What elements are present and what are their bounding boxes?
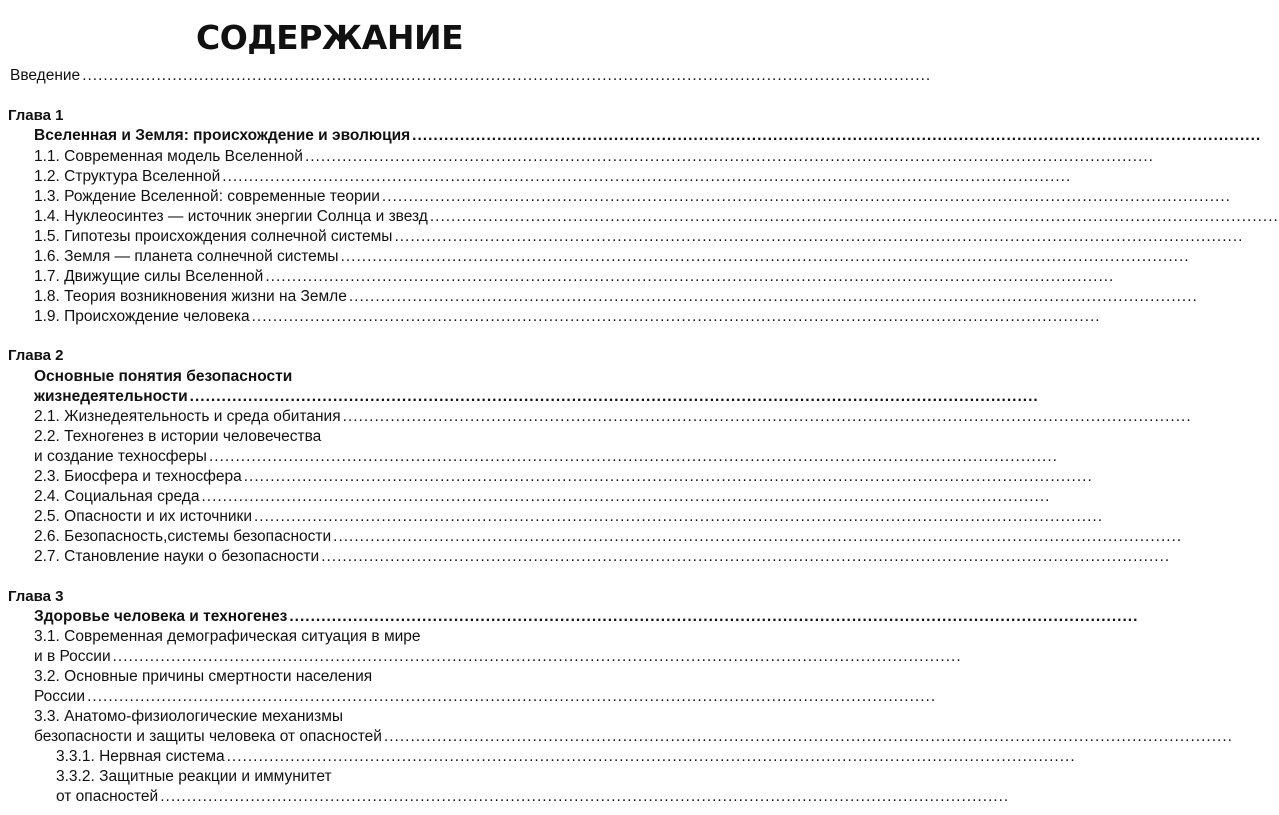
toc-entry-label: 2.7. Становление науки о безопасности xyxy=(34,548,320,565)
toc-entry-label: 1.3. Рождение Вселенной: современные теории xyxy=(34,188,380,205)
dot-leader: ................................................................................................................................................................ xyxy=(251,308,1101,325)
dot-leader: ................................................................................................................................................................ xyxy=(208,448,1058,465)
toc-entry[interactable] xyxy=(34,187,1231,207)
toc-entry-label: Введение xyxy=(10,67,81,84)
toc-entry-label: 1.5. Гипотезы происхождения солнечной системы xyxy=(34,228,393,245)
dot-leader: ................................................................................................................................................................ xyxy=(381,188,1231,205)
chapter-heading[interactable] xyxy=(34,607,1139,627)
toc-entry[interactable] xyxy=(34,207,1279,227)
toc-entry-label: и создание техносферы xyxy=(34,448,207,465)
chapter-heading-text: Вселенная и Земля: происхождение и эволюция xyxy=(34,127,411,144)
dot-leader: ................................................................................................................................................................ xyxy=(321,548,1171,565)
toc-entry-label: 1.4. Нуклеосинтез — источник энергии Солнца и звезд xyxy=(34,208,428,225)
toc-entry-label: 2.3. Биосфера и техносфера xyxy=(34,468,242,485)
dot-leader: ................................................................................................................................................................ xyxy=(82,67,932,84)
toc-entry-label: безопасности и защиты человека от опасностей xyxy=(34,728,382,745)
dot-leader: ................................................................................................................................................................ xyxy=(222,168,1072,185)
dot-leader: ................................................................................................................................................................ xyxy=(340,248,1190,265)
dot-leader: ................................................................................................................................................................ xyxy=(394,228,1244,245)
toc-entry[interactable] xyxy=(34,467,1093,487)
dot-leader: ................................................................................................................................................................ xyxy=(201,488,1051,505)
toc-entry[interactable] xyxy=(34,687,937,707)
dot-leader: ................................................................................................................................................................ xyxy=(189,388,1039,405)
toc-entry[interactable] xyxy=(34,447,1058,467)
toc-entry-label: от опасностей xyxy=(56,788,159,805)
toc-entry-line[interactable]: 3.2. Основные причины смертности населения xyxy=(34,668,373,685)
toc-entry-label: 1.2. Структура Вселенной xyxy=(34,168,221,185)
toc-entry[interactable] xyxy=(34,267,1115,287)
toc-entry[interactable] xyxy=(56,787,1010,807)
chapter-heading[interactable] xyxy=(34,126,1262,146)
toc-entry[interactable] xyxy=(34,647,962,667)
chapter-heading[interactable] xyxy=(34,387,1039,407)
toc-entry-label: России xyxy=(34,688,86,705)
toc-entry-line[interactable]: 2.2. Техногенез в истории человечества xyxy=(34,428,322,445)
toc-entry[interactable] xyxy=(34,167,1072,187)
toc-entry-label: 1.1. Современная модель Вселенной xyxy=(34,148,303,165)
dot-leader: ................................................................................................................................................................ xyxy=(226,748,1076,765)
toc-entry[interactable] xyxy=(34,287,1198,307)
dot-leader: ................................................................................................................................................................ xyxy=(265,268,1115,285)
chapter-label: Глава 3 xyxy=(8,588,64,605)
toc-entry[interactable] xyxy=(34,247,1190,267)
dot-leader: ................................................................................................................................................................ xyxy=(289,608,1139,625)
toc-entry-label: 2.6. Безопасность,системы безопасности xyxy=(34,528,332,545)
toc-entry-line[interactable]: 3.1. Современная демографическая ситуация в мире xyxy=(34,628,421,645)
toc-entry[interactable] xyxy=(34,307,1101,327)
dot-leader: ................................................................................................................................................................ xyxy=(304,148,1154,165)
toc-entry-label: 2.4. Социальная среда xyxy=(34,488,200,505)
toc-entry-label: и в России xyxy=(34,648,111,665)
chapter-heading-line: Основные понятия безопасности xyxy=(34,368,293,385)
toc-entry[interactable] xyxy=(34,147,1154,167)
toc-entry[interactable] xyxy=(34,727,1233,747)
toc-entry[interactable] xyxy=(56,747,1076,767)
toc-entry-line[interactable]: 3.3.2. Защитные реакции и иммунитет xyxy=(56,768,332,785)
dot-leader: ................................................................................................................................................................ xyxy=(412,127,1262,144)
toc-entry-label: 1.8. Теория возникновения жизни на Земле xyxy=(34,288,347,305)
chapter-heading-text: жизнедеятельности xyxy=(34,388,188,405)
toc-entry[interactable] xyxy=(34,547,1171,567)
toc-entry-line[interactable]: 3.3. Анатомо-физиологические механизмы xyxy=(34,708,343,725)
page-title: СОДЕРЖАНИЕ xyxy=(196,18,464,57)
toc-entry[interactable] xyxy=(34,227,1244,247)
chapter-heading-text: Здоровье человека и техногенез xyxy=(34,608,288,625)
dot-leader: ................................................................................................................................................................ xyxy=(254,508,1104,525)
dot-leader: ................................................................................................................................................................ xyxy=(160,788,1010,805)
dot-leader: ................................................................................................................................................................ xyxy=(333,528,1183,545)
toc-entry[interactable] xyxy=(34,527,1183,547)
toc-entry-label: 1.7. Движущие силы Вселенной xyxy=(34,268,264,285)
dot-leader: ................................................................................................................................................................ xyxy=(112,648,962,665)
toc-entry-label: 2.1. Жизнедеятельность и среда обитания xyxy=(34,408,341,425)
dot-leader: ................................................................................................................................................................ xyxy=(383,728,1233,745)
toc-entry-label: 3.3.1. Нервная система xyxy=(56,748,225,765)
dot-leader: ................................................................................................................................................................ xyxy=(243,468,1093,485)
chapter-label: Глава 2 xyxy=(8,347,64,364)
dot-leader: ................................................................................................................................................................ xyxy=(87,688,937,705)
toc-entry-label: 1.6. Земля — планета солнечной системы xyxy=(34,248,339,265)
toc-entry-introduction[interactable] xyxy=(10,66,932,86)
dot-leader: ................................................................................................................................................................ xyxy=(429,208,1279,225)
dot-leader: ................................................................................................................................................................ xyxy=(342,408,1192,425)
toc-entry-label: 2.5. Опасности и их источники xyxy=(34,508,252,525)
chapter-label: Глава 1 xyxy=(8,107,64,124)
dot-leader: ................................................................................................................................................................ xyxy=(348,288,1198,305)
toc-entry-label: 1.9. Происхождение человека xyxy=(34,308,250,325)
toc-entry[interactable] xyxy=(34,487,1051,507)
toc-entry[interactable] xyxy=(34,407,1192,427)
toc-entry[interactable] xyxy=(34,507,1104,527)
